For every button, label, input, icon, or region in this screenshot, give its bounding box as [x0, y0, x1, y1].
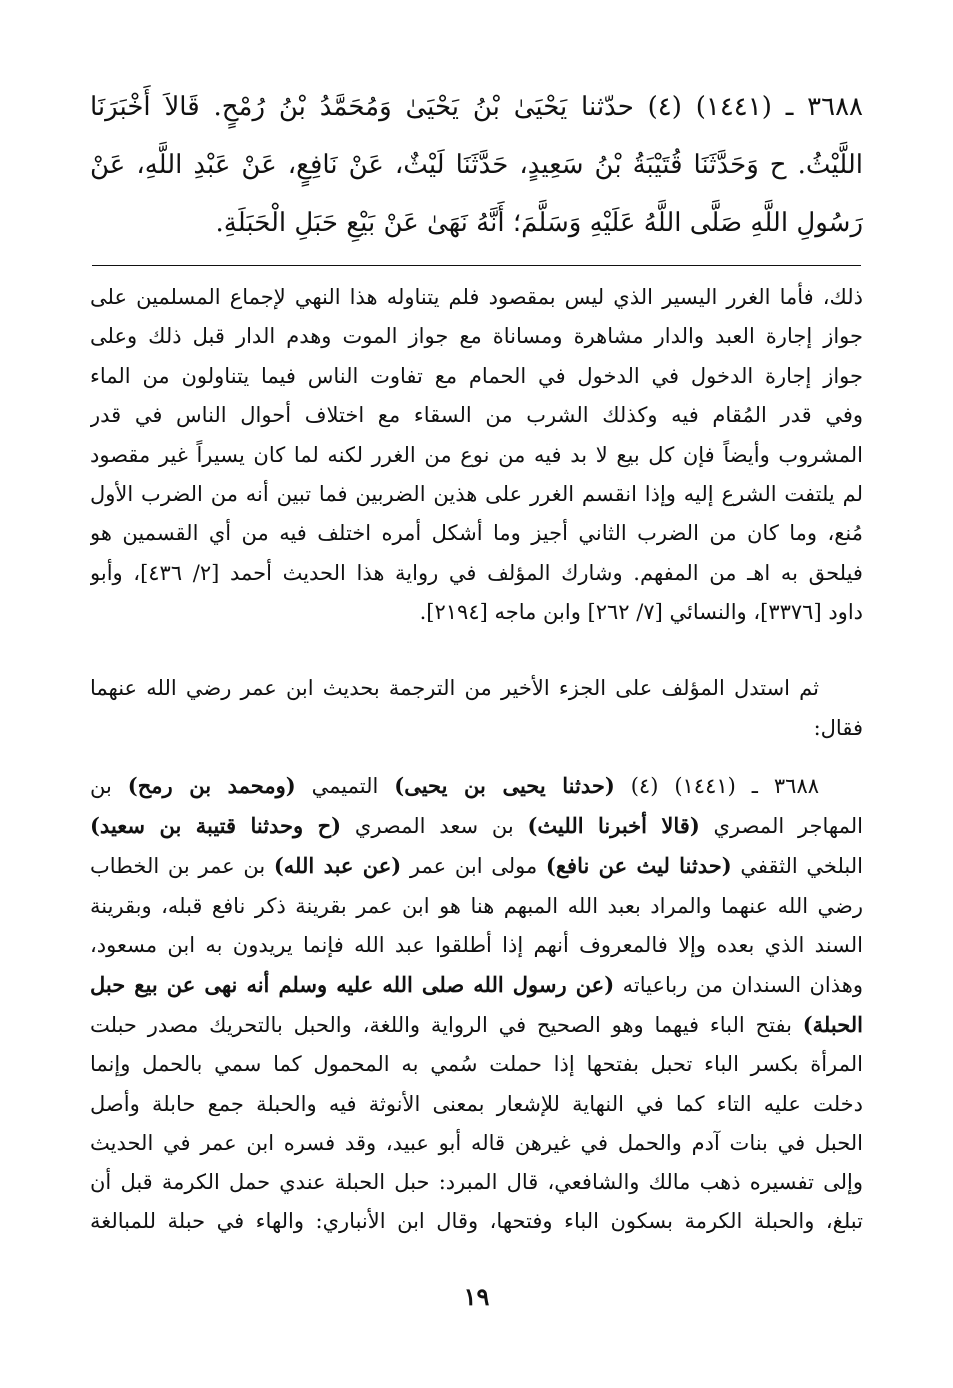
commentary-line: لم يلتفت الشرع إليه وإذا انقسم الغرر على هذين الضربين فما تبين أنه من الضرب الأول — [90, 482, 863, 507]
plain-text: مولى ابن عمر — [401, 854, 546, 879]
hadith-text — [90, 78, 863, 252]
commentary-line — [90, 965, 863, 1005]
commentary-line: رضي الله عنهما والمراد بعبد الله المبهم هنا هو ابن عمر بقرينة ذكر نافع قبله، وبقرينة — [90, 893, 863, 918]
commentary-line: وفي قدر المُقام فيه وكذلك الشرب من السقاء مع اختلاف أحوال الناس في قدر — [90, 403, 863, 428]
commentary-line: فقال: — [813, 716, 863, 740]
footnote-separator-rule — [92, 265, 861, 266]
commentary-paragraph-1 — [90, 278, 863, 633]
plain-text: بفتح الباء فيهما وهو الصحيح في الرواية واللغة، والحبل بالتحريك مصدر حبلت — [90, 1013, 803, 1038]
plain-text: البلخي الثقفي — [731, 854, 863, 879]
commentary-line: دخلت عليه التاء كما في النهاية للإشعار بمعنى الأنوثة فيه والحبلة جمع حابلة وأصل — [90, 1091, 863, 1116]
commentary-line — [90, 846, 863, 886]
commentary-line: الحبل في بنات آدم والحمل في غيرهن قاله أبو عبيد، وقد فسره ابن عمر في الحديث — [90, 1130, 863, 1155]
commentary-line: فيلحق به اهـ من المفهم. وشارك المؤلف في رواية هذا الحديث أحمد [٢/ ٤٣٦]، وأبو — [90, 560, 863, 585]
plain-text: التميمي — [295, 774, 395, 798]
bold-quote: (قالا أخبرنا الليث) — [527, 813, 700, 839]
commentary-line: المشروب وأيضاً فإن كل بيع لا بد فيه من نوع من الغرر لكنه لما كان يسيراً غير مقصود — [90, 442, 863, 467]
commentary-line: المرأة بكسر الباء تحبل بفتحها إذا حملت سُمي به المحمول كما سمي بالحمل وإنما — [90, 1052, 863, 1077]
hadith-line: اللَّيْثُ. ح وَحَدَّثَنَا قُتَيْبَةُ بْنُ سَعِيدٍ، حَدَّثَنَا لَيْثٌ، عَنْ نَافِعٍ، عَنْ عَبْدِ اللَّهِ، عَنْ — [90, 150, 863, 180]
commentary-line: ثم استدل المؤلف على الجزء الأخير من الترجمة بحديث ابن عمر رضي الله عنهما — [90, 676, 819, 700]
bold-quote: (حدثنا يحيى بن يحيى) — [394, 773, 615, 798]
plain-text: المهاجر المصري — [699, 814, 863, 839]
plain-text: بن سعد المصري — [341, 814, 528, 839]
hadith-number: ٣٦٨٨ ـ (١٤٤١) (٤) — [614, 774, 820, 798]
commentary-line — [90, 766, 863, 806]
commentary-line — [90, 806, 863, 846]
plain-text: وهذان السندان من رباعياته — [614, 973, 863, 998]
bold-quote: (عن عبد الله) — [273, 853, 402, 879]
commentary-line: تبلغ، والحبلة الكرمة بسكون الباء وفتحها، وقال ابن الأنباري: والهاء في حبلة للمبالغة — [90, 1209, 863, 1234]
commentary-line: السند الذي بعده وإلا فالمعروف أنهم إذا أطلقوا عبد الله فإنما يريدون به ابن مسعود، — [90, 932, 863, 957]
commentary-line: جواز إجارة العبد والدار مشاهرة ومساناة مع جواز الموت وهدم الدار قبل ذلك وعلى — [90, 324, 863, 349]
commentary-line: ذلك، فأما الغرر اليسير الذي ليس بمقصود فلم يتناوله هذا النهي لإجماع المسلمين على — [90, 285, 863, 309]
commentary-line: وإلى تفسيره ذهب مالك والشافعي، قال المبرد: حبل الحبلة عندي حمل الكرمة قبل أن — [90, 1170, 863, 1195]
bold-quote: (ح وحدثنا قتيبة بن سعيد) — [90, 813, 342, 839]
commentary-line: داود [٣٣٧٦]، والنسائي [٧/ ٢٦٢] وابن ماجه [٢١٩٤]. — [419, 600, 863, 625]
commentary-line: جواز إجارة الدخول في الدخول في الحمام مع تفاوت الناس فيما يتناولون من الماء — [90, 363, 863, 388]
plain-text: بن — [90, 774, 128, 798]
commentary-paragraph-3 — [90, 766, 863, 1241]
commentary-line: مُنع، وما كان من الضرب الثاني أجيز وما أشكل أمره اختلف فيه من أي القسمين هو — [90, 521, 863, 546]
plain-text: بن عمر بن الخطاب — [90, 854, 274, 879]
hadith-line: رَسُولِ اللَّهِ صَلَّى اللَّهُ عَلَيْهِ وَسَلَّمَ؛ أَنَّهُ نَهَىٰ عَنْ بَيْعِ حَبَلِ الْحَبَلَةِ. — [215, 208, 863, 238]
commentary-line — [90, 1005, 863, 1045]
bold-quote: (ومحمد بن رمح) — [127, 773, 296, 798]
bold-quote: (حدثنا ليث عن نافع) — [545, 853, 732, 879]
commentary-paragraph-2 — [90, 668, 863, 748]
page-number: ١٩ — [463, 1282, 490, 1311]
bold-quote: (عن رسول الله صلى الله عليه وسلم أنه نهى عن بيع حبل — [90, 972, 615, 998]
hadith-line: ٣٦٨٨ ـ (١٤٤١) (٤) حدّثنا يَحْيَىٰ بْنُ يَحْيَىٰ وَمُحَمَّدُ بْنُ رُمْحٍ. قَالاَ أَخْبَرَنَا — [90, 92, 863, 122]
bold-quote: الحبلة) — [802, 1012, 863, 1038]
